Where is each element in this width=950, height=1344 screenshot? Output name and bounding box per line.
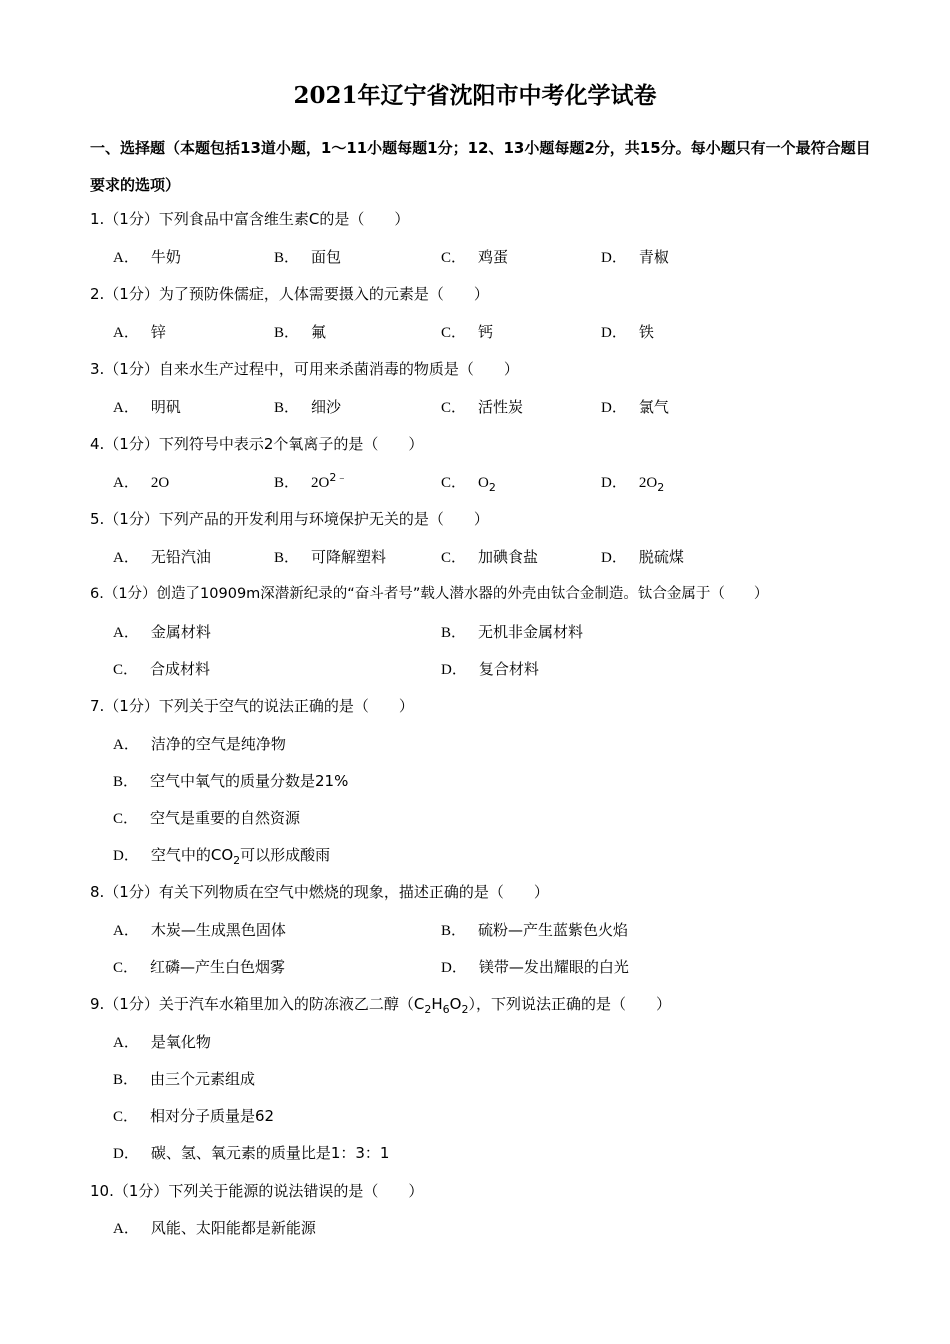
subscript: 2 — [424, 1003, 432, 1016]
question-1-option-b[interactable] — [274, 245, 341, 270]
option-letter: C． — [113, 960, 139, 976]
question-4-option-d[interactable] — [601, 470, 664, 495]
question-3-option-d[interactable] — [601, 395, 669, 420]
option-letter: A． — [113, 475, 139, 491]
question-8-option-c[interactable] — [113, 955, 285, 980]
option-text: 相对分子质量是62 — [150, 1107, 275, 1125]
question-9-option-b[interactable] — [113, 1067, 255, 1092]
option-text: 锌 — [150, 323, 166, 341]
option-text: 青椒 — [638, 248, 669, 266]
question-8-stem: 8.（1分）有关下列物质在空气中燃烧的现象，描述正确的是（ ） — [90, 883, 549, 901]
question-6-option-b[interactable] — [441, 620, 583, 645]
question-7-option-c[interactable] — [113, 806, 300, 831]
charge-superscript: 2﹣ — [329, 471, 348, 484]
question-5-option-b[interactable] — [274, 545, 386, 570]
option-text: 氯气 — [638, 398, 669, 416]
question-4-option-a[interactable] — [113, 470, 169, 495]
subscript: 2 — [657, 481, 665, 494]
option-text: 空气中的CO — [150, 846, 234, 864]
option-letter: B． — [274, 250, 300, 266]
option-text: 牛奶 — [150, 248, 181, 266]
option-letter: D． — [441, 960, 467, 976]
option-letter: A． — [113, 325, 139, 341]
subscript: 6 — [442, 1003, 450, 1016]
option-letter: C． — [113, 662, 139, 678]
question-7-option-b[interactable] — [113, 769, 348, 794]
option-text: 风能、太阳能都是新能源 — [150, 1219, 316, 1237]
option-text: 2O — [150, 475, 170, 491]
option-letter: C． — [441, 550, 467, 566]
option-letter: A． — [113, 550, 139, 566]
stem-text: O — [449, 995, 462, 1013]
option-letter: C． — [441, 400, 467, 416]
option-letter: D． — [601, 325, 627, 341]
option-text: 加碘食盐 — [478, 548, 539, 566]
question-3-stem: 3.（1分）自来水生产过程中，可用来杀菌消毒的物质是（ ） — [90, 360, 519, 378]
question-1-option-d[interactable] — [601, 245, 669, 270]
question-7-stem: 7.（1分）下列关于空气的说法正确的是（ ） — [90, 697, 414, 715]
option-letter: B． — [274, 475, 300, 491]
question-3-option-c[interactable] — [441, 395, 523, 420]
option-text: 空气中氧气的质量分数是21% — [150, 772, 349, 790]
question-9-option-c[interactable] — [113, 1104, 274, 1129]
question-7-option-d[interactable] — [113, 843, 330, 868]
option-text: 空气是重要的自然资源 — [150, 809, 301, 827]
option-letter: B． — [113, 1072, 139, 1088]
option-text: 由三个元素组成 — [150, 1070, 256, 1088]
subscript: 2 — [461, 1003, 469, 1016]
page-title: 2021年辽宁省沈阳市中考化学试卷 — [293, 82, 657, 109]
option-text: 钙 — [478, 323, 494, 341]
option-text-after: 可以形成酸雨 — [240, 846, 331, 864]
question-2-option-c[interactable] — [441, 320, 493, 345]
question-6-option-d[interactable] — [441, 657, 539, 682]
option-letter: A． — [113, 1221, 139, 1237]
option-letter: D． — [601, 250, 627, 266]
question-4-stem: 4.（1分）下列符号中表示2个氧离子的是（ ） — [90, 435, 424, 453]
question-1-option-a[interactable] — [113, 245, 181, 270]
option-letter: A． — [113, 737, 139, 753]
option-text: 无机非金属材料 — [478, 623, 584, 641]
option-text: 可降解塑料 — [311, 548, 387, 566]
option-letter: D． — [601, 475, 627, 491]
option-text: O — [478, 475, 489, 491]
option-letter: C． — [441, 475, 467, 491]
option-text: 2O — [311, 475, 330, 491]
option-text: 活性炭 — [478, 398, 524, 416]
option-letter: B． — [113, 774, 139, 790]
option-letter: B． — [274, 550, 300, 566]
section-heading: 一、选择题（本题包括13道小题，1～11小题每题1分；12、13小题每题2分，共15分。每小题只有一个最符合题目要求的选项） — [90, 139, 871, 194]
option-text: 硫粉—产生蓝紫色火焰 — [478, 921, 629, 939]
option-text: 复合材料 — [478, 660, 539, 678]
question-4-option-c[interactable] — [441, 470, 496, 495]
option-letter: C． — [113, 811, 139, 827]
question-2-stem: 2.（1分）为了预防侏儒症，人体需要摄入的元素是（ ） — [90, 285, 489, 303]
option-letter: D． — [441, 662, 467, 678]
option-letter: A． — [113, 400, 139, 416]
question-2-option-a[interactable] — [113, 320, 166, 345]
question-7-option-a[interactable] — [113, 732, 286, 757]
question-4-option-b[interactable] — [274, 470, 347, 495]
question-2-option-b[interactable] — [274, 320, 326, 345]
option-text: 脱硫煤 — [638, 548, 684, 566]
option-text: 洁净的空气是纯净物 — [150, 735, 286, 753]
option-letter: C． — [113, 1109, 139, 1125]
question-9-option-a[interactable] — [113, 1030, 211, 1055]
question-6-option-a[interactable] — [113, 620, 211, 645]
question-3-option-b[interactable] — [274, 395, 341, 420]
option-text: 是氧化物 — [150, 1033, 211, 1051]
option-text: 细沙 — [311, 398, 342, 416]
option-letter: D． — [601, 400, 627, 416]
question-5-option-a[interactable] — [113, 545, 211, 570]
option-text: 氟 — [311, 323, 327, 341]
option-letter: A． — [113, 1035, 139, 1051]
option-text: 镁带—发出耀眼的白光 — [478, 958, 629, 976]
question-6-stem: 6.（1分）创造了10909m深潜新纪录的“奋斗者号”载人潜水器的外壳由钛合金制造。钛合金属于（ ） — [90, 586, 769, 602]
question-2-option-d[interactable] — [601, 320, 654, 345]
option-letter: B． — [441, 625, 467, 641]
stem-text: 9.（1分）关于汽车水箱里加入的防冻液乙二醇（C — [90, 995, 425, 1013]
question-6-option-c[interactable] — [113, 657, 210, 682]
question-3-option-a[interactable] — [113, 395, 181, 420]
option-text: 碳、氢、氧元素的质量比是1：3：1 — [150, 1144, 390, 1162]
option-text: 金属材料 — [150, 623, 211, 641]
question-10-stem: 10.（1分）下列关于能源的说法错误的是（ ） — [90, 1182, 424, 1200]
stem-text: H — [431, 995, 443, 1013]
option-letter: C． — [441, 250, 467, 266]
option-text: 铁 — [638, 323, 654, 341]
option-letter: B． — [274, 400, 300, 416]
option-letter: A． — [113, 923, 139, 939]
option-text: 鸡蛋 — [478, 248, 509, 266]
option-letter: B． — [274, 325, 300, 341]
question-5-option-d[interactable] — [601, 545, 684, 570]
option-text: 木炭—生成黑色固体 — [150, 921, 286, 939]
question-1-stem: 1.（1分）下列食品中富含维生素C的是（ ） — [90, 210, 410, 228]
option-text: 无铅汽油 — [150, 548, 211, 566]
question-10-option-a[interactable] — [113, 1216, 316, 1241]
question-1-option-c[interactable] — [441, 245, 508, 270]
option-text: 2O — [638, 475, 658, 491]
option-letter: D． — [601, 550, 627, 566]
question-9-option-d[interactable] — [113, 1141, 389, 1166]
question-5-option-c[interactable] — [441, 545, 538, 570]
subscript: 2 — [233, 854, 241, 867]
option-text: 红磷—产生白色烟雾 — [150, 958, 286, 976]
option-letter: D． — [113, 1146, 139, 1162]
question-8-option-b[interactable] — [441, 918, 628, 943]
stem-text: ），下列说法正确的是（ ） — [468, 995, 671, 1013]
question-9-stem — [90, 992, 671, 1016]
option-letter: C． — [441, 325, 467, 341]
option-text: 明矾 — [150, 398, 181, 416]
question-8-option-d[interactable] — [441, 955, 629, 980]
question-8-option-a[interactable] — [113, 918, 286, 943]
option-letter: D． — [113, 848, 139, 864]
option-text: 合成材料 — [150, 660, 211, 678]
option-letter: A． — [113, 250, 139, 266]
option-letter: A． — [113, 625, 139, 641]
option-text: 面包 — [311, 248, 342, 266]
option-letter: B． — [441, 923, 467, 939]
question-5-stem: 5.（1分）下列产品的开发利用与环境保护无关的是（ ） — [90, 510, 489, 528]
subscript: 2 — [488, 481, 496, 494]
